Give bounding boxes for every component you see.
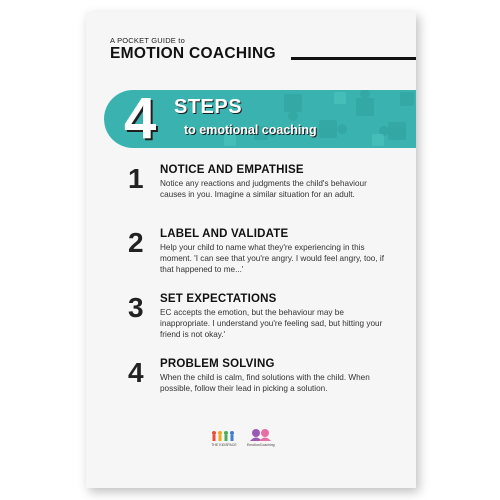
poster-sheet — [86, 12, 416, 488]
logo-left-text: THE KIDSPACE — [211, 443, 237, 447]
step-title: SET EXPECTATIONS — [160, 293, 277, 305]
step-title: LABEL AND VALIDATE — [160, 228, 289, 240]
banner-heading: STEPS — [174, 96, 243, 118]
step-title: PROBLEM SOLVING — [160, 358, 275, 370]
step-description: When the child is calm, find solutions with the child. When possible, follow their lead in picking a solution. — [160, 373, 370, 393]
poster-title: EMOTION COACHING — [110, 45, 276, 62]
logo-right-text: EmotionCoaching — [247, 443, 275, 447]
colorful-figures-logo-icon — [211, 430, 237, 447]
step-description: Help your child to name what they're experiencing in this moment. 'I can see that you're angry. I would feel angry, too, if that happened to me...' — [160, 243, 384, 274]
step-title: NOTICE AND EMPATHISE — [160, 164, 304, 176]
step-number: 2 — [128, 227, 144, 258]
step-number: 3 — [128, 292, 144, 323]
banner-subheading: to emotional coaching — [184, 123, 317, 137]
emotion-coaching-logo-icon — [247, 428, 275, 447]
step-number: 4 — [128, 357, 144, 388]
footer-logos — [211, 428, 275, 447]
step-description: Notice any reactions and judgments the child's behaviour causes in you. Imagine a similar situation for an adult. — [160, 179, 367, 199]
step-description: EC accepts the emotion, but the behaviour may be inappropriate. I understand you're feeling sad, but hitting your friend is not okay.' — [160, 308, 383, 339]
poster-subtitle: A POCKET GUIDE to — [110, 36, 185, 45]
title-divider — [291, 57, 416, 60]
banner-number: 4 — [124, 90, 157, 148]
steps-banner — [104, 90, 416, 148]
step-number: 1 — [128, 163, 144, 194]
